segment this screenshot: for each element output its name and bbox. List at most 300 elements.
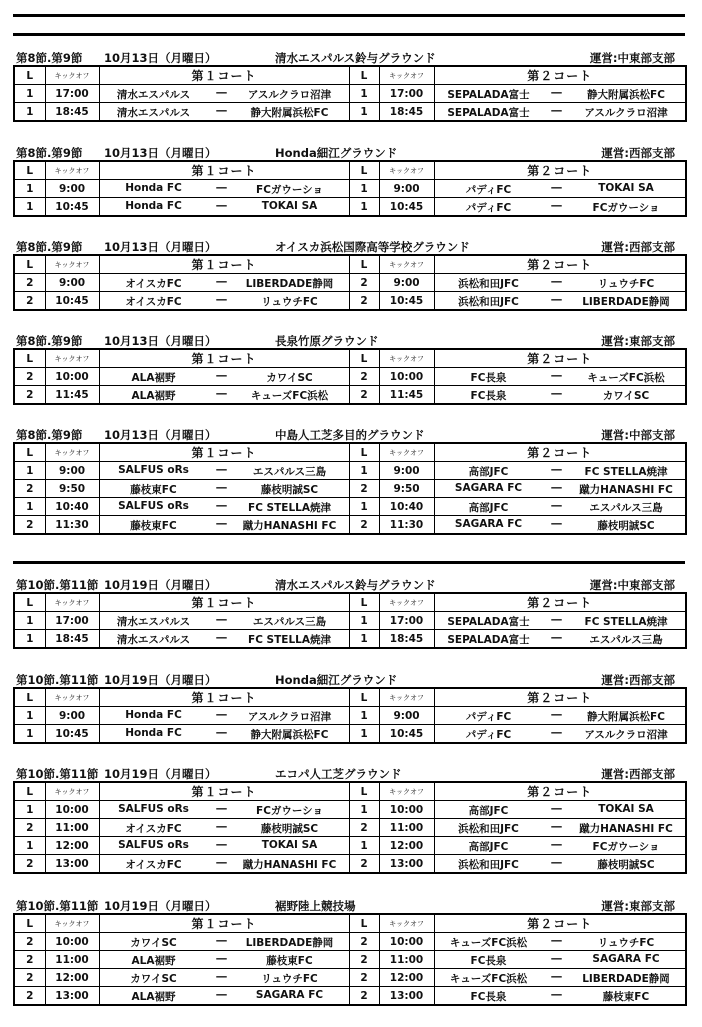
venue-name: オイスカ浜松国際高等学校グラウンド [275,240,470,254]
versus-dash: ― [551,971,562,983]
away-team: FC STELLA焼津 [248,634,331,646]
court2-match [434,480,686,498]
kickoff-time: 12:00 [45,837,99,855]
kickoff-time: 17:00 [45,612,99,630]
kickoff-time: 18:45 [379,103,434,122]
kickoff-time: 13:00 [379,987,434,1006]
away-team: キューズFC浜松 [587,372,665,384]
kickoff-header: キックオフ [379,782,434,801]
away-team: FCガウーショ [256,805,323,817]
block-header [13,579,685,592]
court2-match [434,630,686,649]
versus-dash: ― [216,105,227,117]
level-header: L [349,255,379,274]
kickoff-time: 12:00 [379,837,434,855]
court2-header: 第２コート [434,161,686,180]
kickoff-time: 10:45 [379,725,434,744]
home-team: SEPALADA富士 [447,616,530,628]
kickoff-header: キックオフ [379,349,434,368]
kickoff-time: 13:00 [45,855,99,874]
kickoff-time: 11:00 [379,951,434,969]
court1-match [99,462,349,480]
court2-match [434,855,686,874]
level-cell: 1 [14,837,45,855]
versus-dash: ― [216,727,227,739]
match-row [14,951,686,969]
block-header [13,674,685,687]
court1-match [99,630,349,649]
organizer: 運営:西部支部 [601,146,675,160]
home-team: ALA裾野 [131,955,176,967]
table-header-row [14,593,686,612]
venue-name: 裾野陸上競技場 [275,899,356,913]
level-cell: 2 [349,951,379,969]
kickoff-time: 10:45 [45,198,99,217]
away-team: アスルクラロ沼津 [584,729,668,741]
kickoff-time: 11:45 [379,386,434,405]
round-label: 第10節.第11節 [16,673,99,687]
court1-match [99,837,349,855]
court2-match [434,85,686,103]
away-team: FCガウーショ [592,841,660,853]
venue-name: Honda細江グラウンド [275,146,398,160]
level-cell: 2 [349,516,379,535]
away-team: 藤枝明誠SC [260,823,319,835]
level-header: L [349,161,379,180]
court2-match [434,198,686,217]
court1-match [99,725,349,744]
schedule-block [13,335,685,405]
court2-header: 第２コート [434,66,686,85]
home-team: オイスカFC [125,859,182,871]
level-cell: 2 [14,368,45,386]
schedule-block [13,52,685,122]
level-cell: 1 [349,180,379,198]
level-header: L [349,443,379,462]
court1-match [99,274,349,292]
versus-dash: ― [216,821,227,833]
versus-dash: ― [551,803,562,815]
home-team: SAGARA FC [454,482,523,494]
versus-dash: ― [216,482,227,494]
table-header-row [14,349,686,368]
home-team: キューズFC浜松 [449,973,528,985]
top-rule-1 [13,14,685,17]
organizer: 運営:西部支部 [601,767,675,781]
section-divider [13,561,685,564]
court1-match [99,292,349,311]
home-team: パディFC [465,202,512,214]
level-header: L [14,349,45,368]
block-header [13,335,685,348]
versus-dash: ― [216,464,227,476]
level-cell: 1 [14,630,45,649]
schedule-block [13,147,685,217]
home-team: 浜松和田JFC [458,859,519,871]
block-header [13,768,685,781]
kickoff-header: キックオフ [45,914,99,933]
home-team: SALFUS oRs [118,500,189,512]
level-header: L [349,782,379,801]
venue-name: 清水エスパルス鈴与グラウンド [275,578,436,592]
court1-match [99,819,349,837]
match-row [14,462,686,480]
court1-match [99,368,349,386]
level-header: L [349,688,379,707]
court1-match [99,707,349,725]
court2-match [434,292,686,311]
away-team: 藤枝明誠SC [597,520,655,532]
kickoff-time: 12:00 [45,969,99,987]
versus-dash: ― [216,953,227,965]
court1-header: 第１コート [99,593,349,612]
away-team: 静大附属浜松FC [587,711,665,723]
versus-dash: ― [551,276,562,288]
away-team: カワイSC [602,390,650,402]
table-header-row [14,161,686,180]
court1-header: 第１コート [99,782,349,801]
versus-dash: ― [216,709,227,721]
home-team: SALFUS oRs [118,464,189,476]
away-team: リュウチFC [597,937,655,949]
court1-match [99,933,349,951]
away-team: アスルクラロ沼津 [247,711,332,723]
level-cell: 2 [349,480,379,498]
away-team: エスパルス三島 [589,634,663,646]
match-row [14,612,686,630]
court2-match [434,933,686,951]
organizer: 運営:西部支部 [601,673,675,687]
level-header: L [349,66,379,85]
match-date: 10月13日（月曜日） [104,334,217,348]
court2-match [434,180,686,198]
kickoff-time: 10:00 [45,801,99,819]
round-label: 第10節.第11節 [16,767,99,781]
home-team: SALFUS oRs [118,839,189,851]
home-team: キューズFC浜松 [449,937,528,949]
court1-match [99,386,349,405]
versus-dash: ― [216,935,227,947]
match-row [14,819,686,837]
court2-header: 第２コート [434,593,686,612]
kickoff-time: 9:00 [379,707,434,725]
level-header: L [14,593,45,612]
kickoff-header: キックオフ [45,349,99,368]
versus-dash: ― [216,632,227,644]
level-cell: 2 [14,274,45,292]
home-team: オイスカFC [125,823,182,835]
away-team: キューズFC浜松 [250,390,329,402]
organizer: 運営:西部支部 [601,240,675,254]
home-team: Honda FC [125,727,182,739]
away-team: エスパルス三島 [252,616,327,628]
level-cell: 1 [349,612,379,630]
kickoff-time: 11:30 [45,516,99,535]
court2-header: 第２コート [434,255,686,274]
level-cell: 1 [14,103,45,122]
kickoff-header: キックオフ [379,443,434,462]
kickoff-time: 13:00 [45,987,99,1006]
kickoff-time: 10:45 [379,198,434,217]
versus-dash: ― [551,200,562,212]
away-team: FC STELLA焼津 [584,466,668,478]
level-cell: 2 [14,855,45,874]
match-row [14,707,686,725]
home-team: オイスカFC [125,278,182,290]
schedule-table [13,65,687,122]
level-cell: 1 [14,498,45,516]
away-team: FC STELLA焼津 [584,616,668,628]
level-cell: 2 [349,274,379,292]
home-team: カワイSC [130,973,177,985]
versus-dash: ― [551,105,562,117]
round-label: 第8節.第9節 [16,334,83,348]
versus-dash: ― [551,500,562,512]
versus-dash: ― [216,388,227,400]
match-date: 10月13日（月曜日） [104,428,217,442]
block-header [13,241,685,254]
schedule-table [13,348,687,405]
level-cell: 2 [349,819,379,837]
home-team: Honda FC [125,200,182,212]
organizer: 運営:中東部支部 [589,578,675,592]
away-team: アスルクラロ沼津 [247,89,332,101]
level-cell: 1 [349,801,379,819]
court1-header: 第１コート [99,914,349,933]
versus-dash: ― [551,632,562,644]
away-team: LIBERDADE静岡 [245,937,334,949]
level-header: L [14,255,45,274]
match-row [14,516,686,535]
level-header: L [14,914,45,933]
level-cell: 1 [14,85,45,103]
level-header: L [349,349,379,368]
level-cell: 1 [14,707,45,725]
versus-dash: ― [551,370,562,382]
away-team: LIBERDADE静岡 [582,296,670,308]
venue-name: Honda細江グラウンド [275,673,398,687]
versus-dash: ― [216,500,227,512]
match-row [14,198,686,217]
level-cell: 1 [349,707,379,725]
level-header: L [14,66,45,85]
versus-dash: ― [216,518,227,530]
versus-dash: ― [216,87,227,99]
match-row [14,180,686,198]
away-team: SAGARA FC [592,953,660,965]
match-row [14,725,686,744]
level-cell: 2 [14,987,45,1006]
away-team: リュウチFC [261,296,318,308]
match-row [14,292,686,311]
round-label: 第10節.第11節 [16,578,99,592]
level-cell: 1 [14,198,45,217]
home-team: 高部JFC [468,466,509,478]
kickoff-time: 18:45 [379,630,434,649]
round-label: 第8節.第9節 [16,240,83,254]
match-row [14,855,686,874]
organizer: 運営:東部支部 [601,334,675,348]
court1-match [99,951,349,969]
schedule-block [13,429,685,535]
venue-name: 清水エスパルス鈴与グラウンド [275,51,436,65]
home-team: オイスカFC [125,296,182,308]
kickoff-time: 17:00 [45,85,99,103]
match-date: 10月13日（月曜日） [104,146,217,160]
versus-dash: ― [216,857,227,869]
court1-match [99,969,349,987]
home-team: FC長泉 [470,955,507,967]
away-team: FC STELLA焼津 [248,502,331,514]
versus-dash: ― [551,821,562,833]
kickoff-time: 10:00 [379,933,434,951]
away-team: リュウチFC [597,278,655,290]
level-cell: 1 [349,198,379,217]
kickoff-header: キックオフ [379,161,434,180]
home-team: パディFC [465,184,512,196]
level-cell: 2 [14,819,45,837]
court1-match [99,855,349,874]
home-team: 浜松和田JFC [458,278,519,290]
match-row [14,368,686,386]
home-team: 清水エスパルス [116,634,191,646]
venue-name: 長泉竹原グラウンド [275,334,379,348]
court2-header: 第２コート [434,782,686,801]
kickoff-time: 17:00 [379,612,434,630]
kickoff-time: 10:00 [379,801,434,819]
level-cell: 2 [349,386,379,405]
home-team: Honda FC [125,709,182,721]
court1-match [99,180,349,198]
home-team: FC長泉 [470,991,507,1003]
home-team: パディFC [465,711,512,723]
court2-match [434,707,686,725]
table-header-row [14,914,686,933]
court2-match [434,274,686,292]
schedule-block [13,900,685,1006]
match-date: 10月13日（月曜日） [104,240,217,254]
home-team: 高部JFC [468,841,509,853]
away-team: FCガウーショ [256,184,323,196]
court2-match [434,837,686,855]
kickoff-header: キックオフ [45,66,99,85]
court2-match [434,368,686,386]
court2-header: 第２コート [434,443,686,462]
court1-match [99,85,349,103]
versus-dash: ― [551,294,562,306]
kickoff-time: 10:00 [45,368,99,386]
kickoff-time: 10:40 [45,498,99,516]
level-header: L [14,782,45,801]
home-team: 浜松和田JFC [458,823,519,835]
court1-match [99,516,349,535]
home-team: SAGARA FC [454,518,523,530]
kickoff-time: 13:00 [379,855,434,874]
level-header: L [14,688,45,707]
versus-dash: ― [551,727,562,739]
court1-match [99,801,349,819]
home-team: 清水エスパルス [116,107,191,119]
away-team: LIBERDADE静岡 [245,278,334,290]
level-header: L [349,914,379,933]
away-team: 蹴力HANASHI FC [579,823,673,835]
level-cell: 1 [349,103,379,122]
kickoff-header: キックオフ [45,255,99,274]
kickoff-time: 11:45 [45,386,99,405]
level-cell: 2 [14,951,45,969]
court2-match [434,725,686,744]
level-cell: 1 [349,462,379,480]
away-team: 蹴力HANASHI FC [242,859,337,871]
level-cell: 2 [349,933,379,951]
level-header: L [14,161,45,180]
away-team: エスパルス三島 [252,466,327,478]
kickoff-time: 9:00 [379,274,434,292]
schedule-table [13,442,687,535]
block-header [13,429,685,442]
versus-dash: ― [216,200,227,212]
versus-dash: ― [216,839,227,851]
match-date: 10月19日（月曜日） [104,578,217,592]
schedule-block [13,241,685,311]
table-header-row [14,782,686,801]
level-cell: 1 [349,630,379,649]
round-label: 第10節.第11節 [16,899,99,913]
level-cell: 1 [14,612,45,630]
versus-dash: ― [551,857,562,869]
home-team: SEPALADA富士 [447,634,530,646]
kickoff-header: キックオフ [379,593,434,612]
versus-dash: ― [216,276,227,288]
kickoff-time: 9:00 [45,274,99,292]
level-cell: 1 [349,837,379,855]
kickoff-time: 10:00 [379,368,434,386]
match-row [14,630,686,649]
versus-dash: ― [551,464,562,476]
venue-name: 中島人工芝多目的グラウンド [275,428,425,442]
kickoff-header: キックオフ [45,443,99,462]
kickoff-time: 18:45 [45,630,99,649]
away-team: TOKAI SA [598,803,654,815]
home-team: 藤枝東FC [130,484,177,496]
level-cell: 2 [14,969,45,987]
versus-dash: ― [216,370,227,382]
round-label: 第8節.第9節 [16,51,83,65]
court2-match [434,612,686,630]
kickoff-time: 10:00 [45,933,99,951]
kickoff-header: キックオフ [379,688,434,707]
home-team: FC長泉 [470,372,507,384]
block-header [13,52,685,65]
kickoff-header: キックオフ [45,688,99,707]
away-team: 藤枝明誠SC [597,859,655,871]
kickoff-time: 9:00 [45,180,99,198]
level-cell: 2 [14,386,45,405]
level-cell: 1 [14,801,45,819]
level-cell: 2 [349,987,379,1006]
court1-match [99,198,349,217]
kickoff-time: 9:00 [45,462,99,480]
schedule-table [13,254,687,311]
versus-dash: ― [551,87,562,99]
home-team: ALA裾野 [131,372,176,384]
table-header-row [14,443,686,462]
away-team: 静大附属浜松FC [250,729,329,741]
block-header [13,147,685,160]
kickoff-header: キックオフ [45,161,99,180]
organizer: 運営:中東部支部 [589,51,675,65]
court1-header: 第１コート [99,66,349,85]
